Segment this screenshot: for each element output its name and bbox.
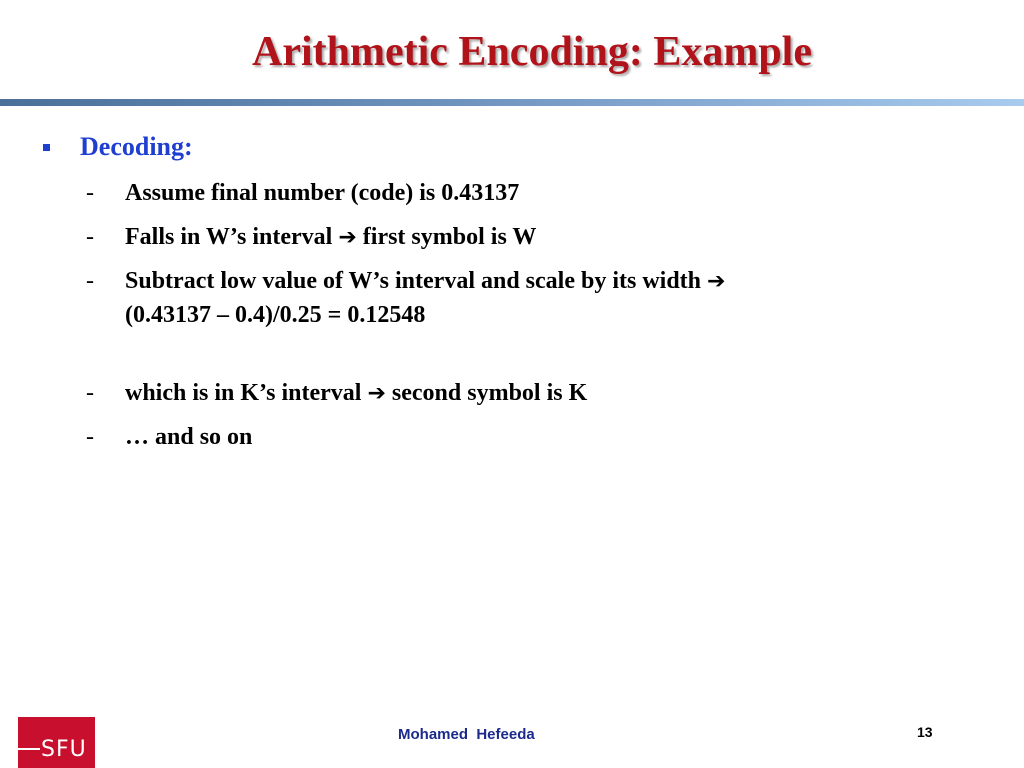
sfu-logo [18,717,95,768]
list-item-text: Assume final number (code) is 0.43137 [125,180,520,206]
dash-bullet: - [86,180,94,206]
logo-stripe [18,748,40,750]
list-item-text-part: first symbol is W [356,224,537,250]
dash-bullet: - [86,380,94,406]
title-divider [0,99,1024,106]
list-item-text-part: second symbol is K [385,380,588,406]
right-arrow-icon: ➔ [367,381,386,406]
footer-author: Mohamed Hefeeda [398,726,535,743]
dash-bullet: - [86,424,94,450]
right-arrow-icon: ➔ [707,269,726,294]
list-item-text-part: which is in K’s interval [125,380,368,406]
list-item-text [125,376,587,411]
dash-bullet: - [86,224,94,250]
logo-text: SFU [41,737,87,762]
list-item-text-part: Subtract low value of W’s interval and scale by its width [125,268,708,294]
section-heading: Decoding: [80,132,193,161]
dash-bullet: - [86,268,94,294]
list-item-text [125,264,725,299]
list-item-text-part: Falls in W’s interval [125,224,339,250]
right-arrow-icon: ➔ [338,225,357,250]
list-item-text: (0.43137 – 0.4)/0.25 = 0.12548 [125,302,426,328]
slide-title: Arithmetic Encoding: Example [252,29,812,75]
list-item-text: … and so on [125,424,253,450]
page-number: 13 [917,724,933,740]
square-bullet-icon [43,143,50,154]
list-item-text [125,220,536,255]
